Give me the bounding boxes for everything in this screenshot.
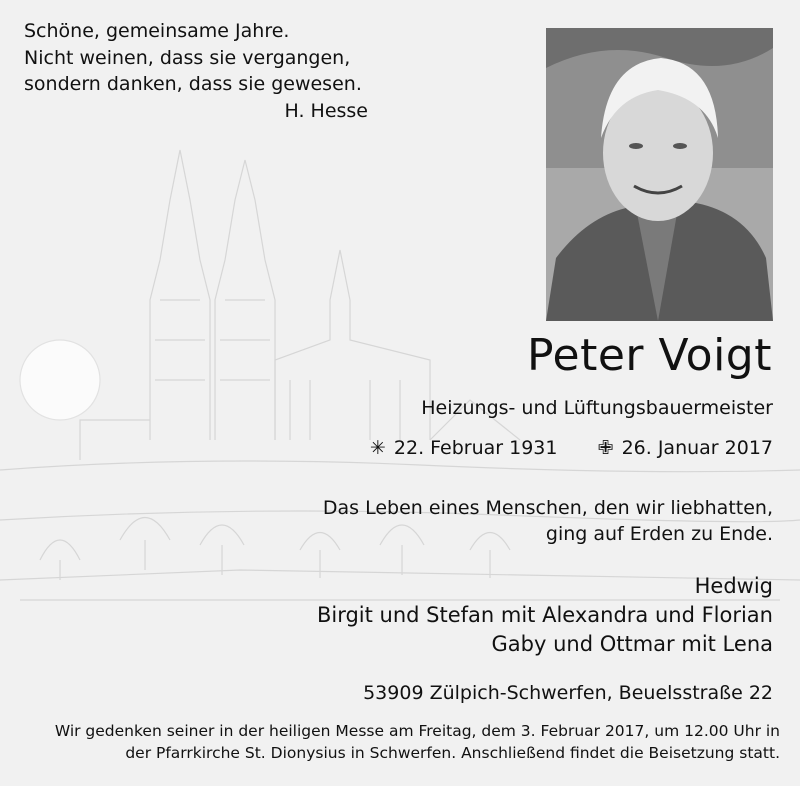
death-date: 26. Januar 2017: [621, 437, 773, 459]
quote-line: Nicht weinen, dass sie vergangen,: [24, 46, 351, 69]
quote-block: [24, 18, 374, 124]
portrait-illustration: [546, 28, 773, 321]
verse-line: ging auf Erden zu Ende.: [545, 523, 773, 545]
quote-line: Schöne, gemeinsame Jahre.: [24, 20, 290, 42]
mourner-line: Birgit und Stefan mit Alexandra und Florian: [316, 603, 773, 627]
deceased-profession: Heizungs- und Lüftungsbauermeister: [421, 397, 773, 419]
portrait-photo: [546, 28, 773, 321]
death-cross-icon: ✙: [597, 437, 614, 459]
deceased-name: Peter Voigt: [527, 330, 772, 381]
quote-line: sondern danken, dass sie gewesen.: [24, 73, 362, 95]
mourner-line: Gaby und Ottmar mit Lena: [491, 632, 773, 656]
birth-date: 22. Februar 1931: [393, 437, 558, 459]
memorial-verse: [323, 495, 773, 547]
quote-author: H. Hesse: [284, 99, 368, 122]
service-line: Wir gedenken seiner in der heiligen Messe am Freitag, dem 3. Februar 2017, um 12.00 Uhr in: [54, 722, 780, 740]
family-address: 53909 Zülpich-Schwerfen, Beuelsstraße 22: [363, 682, 773, 704]
verse-line: Das Leben eines Menschen, den wir liebhatten,: [322, 497, 773, 519]
mourners-list: [317, 572, 773, 659]
service-notice: [20, 720, 780, 764]
birth-star-icon: ✳: [369, 437, 386, 459]
life-dates: [370, 437, 773, 459]
service-line: der Pfarrkirche St. Dionysius in Schwerfen. Anschließend findet die Beisetzung statt.: [125, 744, 780, 762]
mourner-line: Hedwig: [694, 574, 773, 598]
